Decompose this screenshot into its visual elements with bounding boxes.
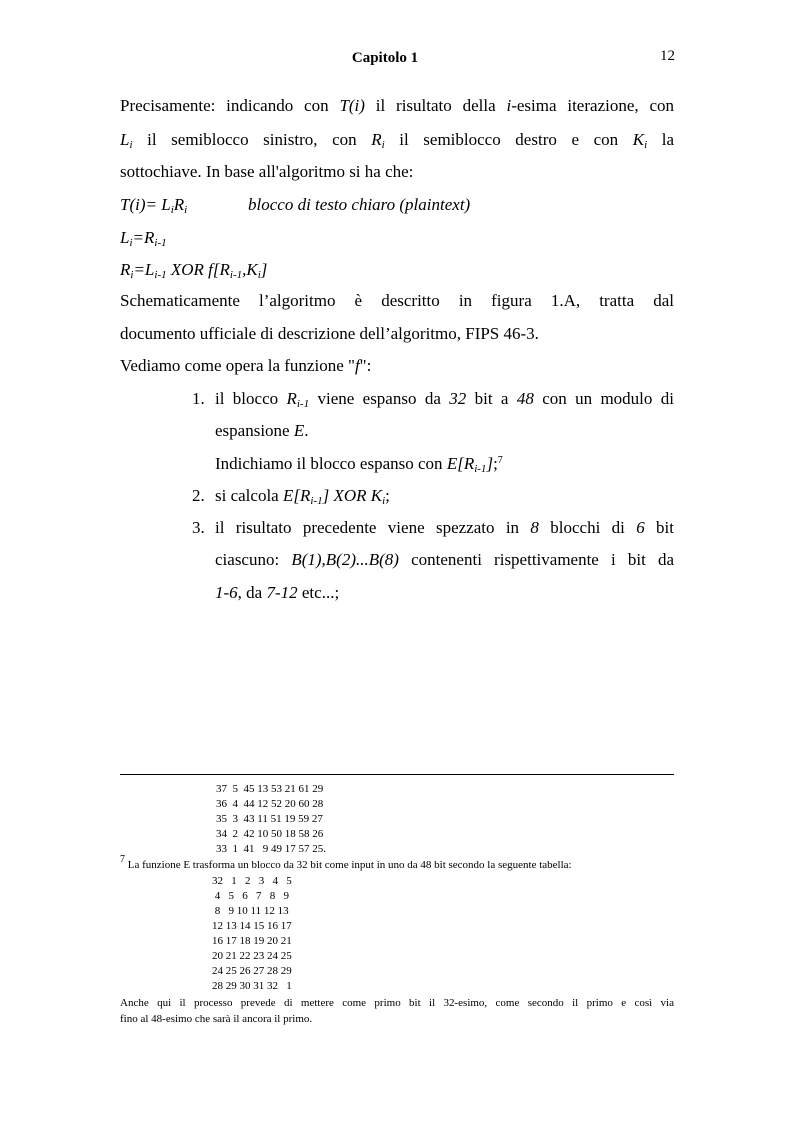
body-line: documento ufficiale di descrizione dell’algoritmo, FIPS 46-3. <box>120 324 539 343</box>
table-row: 33 1 41 9 49 17 57 25. <box>216 843 326 855</box>
table-row: 4 5 6 7 8 9 <box>212 890 289 902</box>
table-row: 37 5 45 13 53 21 61 29 <box>216 783 324 795</box>
expansion-table <box>212 874 292 994</box>
list-number: 3. <box>192 518 205 537</box>
table-row: 16 17 18 19 20 21 <box>212 935 292 947</box>
list-item-line: il blocco $R_{i-1}$ viene espanso da 32 bit a 48 con un modulo di <box>215 389 674 410</box>
list-item-line: 1-6, da 7-12 etc...; <box>215 583 340 602</box>
body-line: $L_i$ il semiblocco sinistro, con $R_i$ il semiblocco destro e con $K_i$ la <box>120 130 674 151</box>
list-item-line: si calcola $E[R_{i-1}]$ XOR $K_i$; <box>215 486 390 507</box>
page-number: 12 <box>660 48 675 64</box>
body-line: Vediamo come opera la funzione "f": <box>120 356 372 375</box>
table-row: 28 29 30 31 32 1 <box>212 980 292 992</box>
list-number: 2. <box>192 486 205 505</box>
footnote-ref[interactable]: 7 <box>497 455 503 466</box>
table-row: 24 25 26 27 28 29 <box>212 965 292 977</box>
body-line: sottochiave. In base all'algoritmo si ha che: <box>120 162 414 181</box>
table-row: 8 9 10 11 12 13 <box>212 905 289 917</box>
footnote-7: $^7$ La funzione E trasforma un blocco da 32 bit come input in uno da 48 bit secondo la seguente tabella: <box>120 854 572 871</box>
equation: $T(i)= L_iR_i$ blocco di testo chiaro (plaintext) <box>120 195 471 216</box>
body-line: Schematicamente l’algoritmo è descritto in figura 1.A, tratta dal <box>120 291 674 310</box>
table-row: 12 13 14 15 16 17 <box>212 920 292 932</box>
list-item-line: Indichiamo il blocco espanso con $E[R_{i-1}];^7$ <box>215 454 503 475</box>
footnote-number: 7 <box>120 854 125 865</box>
equation: $R_i=L_{i-1}$ XOR $f[R_{i-1},K_i]$ <box>120 260 268 281</box>
footnote-rule <box>120 774 674 775</box>
list-item-line: il risultato precedente viene spezzato in 8 blocchi di 6 bit <box>215 518 674 537</box>
footnote-text: Anche qui il processo prevede di mettere come primo bit il 32-esimo, come secondo il primo e così via <box>120 997 674 1009</box>
footnote-text: fino al 48-esimo che sarà il ancora il primo. <box>120 1013 313 1025</box>
list-item-line: espansione E. <box>215 421 309 440</box>
list-item-line: ciascuno: B(1),B(2)...B(8) contenenti rispettivamente i bit da <box>215 550 674 569</box>
footnote-table-continued <box>216 782 326 857</box>
list-number: 1. <box>192 389 205 408</box>
equation: $L_i=R_{i-1}$ <box>120 228 167 249</box>
table-row: 20 21 22 23 24 25 <box>212 950 292 962</box>
body-line: Precisamente: indicando con T(i) il risultato della i-esima iterazione, con <box>120 96 675 115</box>
table-row: 34 2 42 10 50 18 58 26 <box>216 828 324 840</box>
table-row: 36 4 44 12 52 20 60 28 <box>216 798 324 810</box>
chapter-title: Capitolo 1 <box>351 50 419 66</box>
table-row: 32 1 2 3 4 5 <box>212 875 292 887</box>
table-row: 35 3 43 11 51 19 59 27 <box>216 813 323 825</box>
